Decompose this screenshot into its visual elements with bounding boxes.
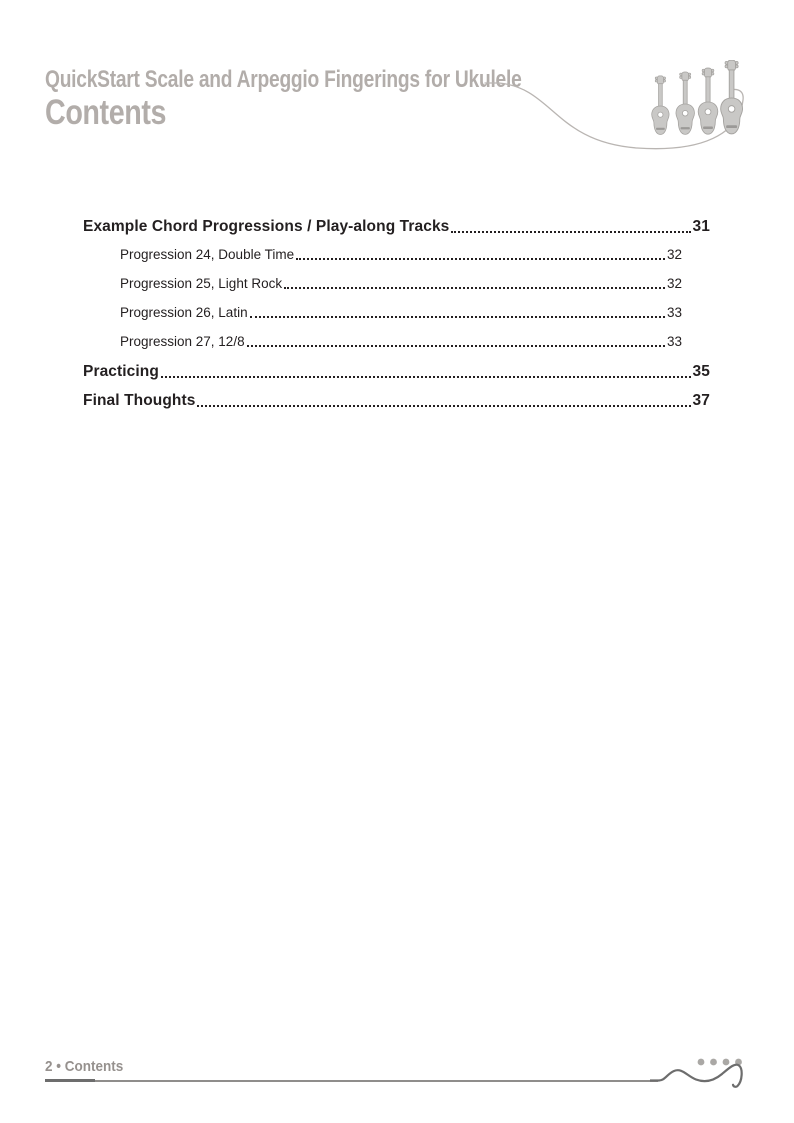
ukulele-icon [698, 68, 718, 134]
toc-entry [83, 247, 710, 264]
dot-leader [197, 405, 690, 407]
ukulele-icon [676, 72, 694, 134]
toc-entry [83, 305, 710, 322]
dot-leader [247, 345, 665, 347]
toc-entry [83, 363, 710, 382]
guitar-silhouette-curve [650, 1065, 742, 1087]
book-title: QuickStart Scale and Arpeggio Fingerings for Ukulele [45, 66, 522, 93]
tuning-peg-dot-icon [698, 1059, 705, 1066]
footer-rule-dark-segment [45, 1079, 95, 1082]
toc-entry-page: 31 [692, 218, 710, 235]
footer-decoration [650, 1040, 760, 1095]
dot-leader [250, 316, 665, 318]
toc-entry-page: 32 [666, 247, 682, 262]
footer-page-label [45, 1058, 123, 1075]
toc-entry-page: 32 [666, 276, 682, 291]
page-title: Contents [45, 93, 167, 132]
footer-page-number: 2 [45, 1058, 53, 1075]
tuning-peg-dot-icon [723, 1059, 730, 1066]
toc-entry-label: Example Chord Progressions / Play-along Tracks [83, 218, 450, 235]
dot-leader [451, 231, 690, 233]
ukulele-icon [652, 76, 669, 135]
toc-entry [83, 218, 710, 237]
toc-entry-page: 35 [692, 363, 710, 380]
toc-entry [83, 392, 710, 411]
toc-entry [83, 334, 710, 351]
table-of-contents [83, 218, 710, 421]
toc-entry-page: 33 [666, 305, 682, 320]
toc-entry-label: Progression 25, Light Rock [120, 276, 283, 291]
tuning-peg-dot-icon [710, 1059, 717, 1066]
dot-leader [296, 258, 665, 260]
toc-entry-label: Progression 26, Latin [120, 305, 248, 320]
footer-rule [95, 1080, 658, 1082]
dot-leader [161, 376, 691, 378]
toc-entry-label: Progression 27, 12/8 [120, 334, 245, 349]
toc-entry [83, 276, 710, 293]
footer-separator: • [56, 1058, 62, 1075]
toc-entry-label: Practicing [83, 363, 159, 380]
dot-leader [284, 287, 665, 289]
ukulele-icon [721, 60, 743, 134]
footer-section-label: Contents [64, 1058, 124, 1075]
header-decoration [475, 60, 775, 170]
toc-entry-label: Progression 24, Double Time [120, 247, 295, 262]
toc-entry-label: Final Thoughts [83, 392, 196, 409]
toc-entry-page: 33 [666, 334, 682, 349]
toc-entry-page: 37 [692, 392, 710, 409]
